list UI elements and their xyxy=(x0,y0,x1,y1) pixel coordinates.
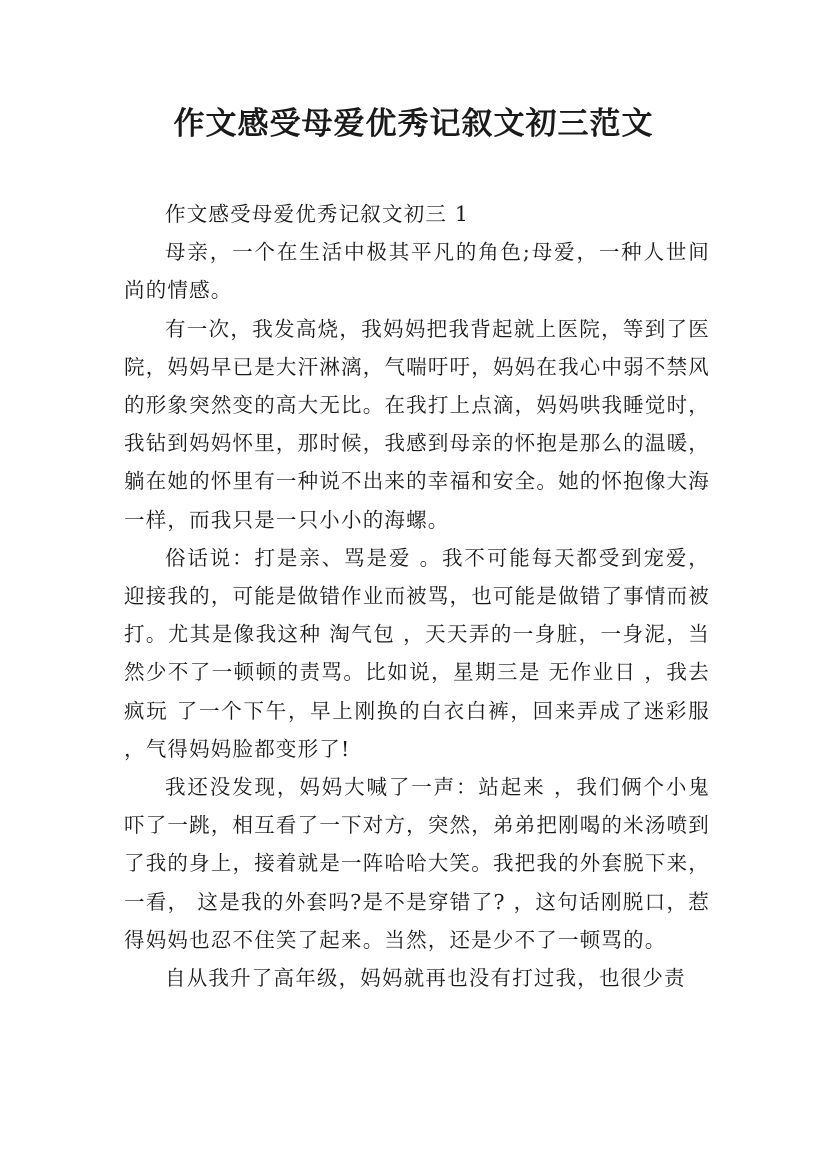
paragraph-2: 有一次，我发高烧，我妈妈把我背起就上医院，等到了医院，妈妈早已是大汗淋漓，气喘吁吁，妈妈在我心中弱不禁风的形象突然变的高大无比。在我打上点滴，妈妈哄我睡觉时，我钻到妈妈怀里，那时候，我感到母亲的怀抱是那么的温暖，躺在她的怀里有一种说不出来的幸福和安全。她的怀抱像大海一样，而我只是一只小小的海螺。 xyxy=(124,316,710,532)
section-heading: 作文感受母爱优秀记叙文初三 1 xyxy=(165,202,470,226)
paragraph-5: 自从我升了高年级，妈妈就再也没有打过我，也很少责 xyxy=(165,966,686,991)
paragraph-3: 俗话说：打是亲、骂是爱 。我不可能每天都受到宠爱，迎接我的，可能是做错作业而被骂，也可能是做错了事情而被打。尤其是像我这种 淘气包 ，天天弄的一身脏，一身泥，当然少不了一顿顿的责骂。比如说，星期三是 无作业日 ，我去 疯玩 了一个下午，早上刚换的白衣白裤，回来弄成了迷彩服 ，气得妈妈脸都变形了! xyxy=(124,545,710,761)
paragraph-4: 我还没发现，妈妈大喊了一声：站起来 ，我们俩个小鬼吓了一跳，相互看了一下对方，突然，弟弟把刚喝的米汤喷到了我的身上，接着就是一阵哈哈大笑。我把我的外套脱下来，一看， 这是我的外套吗?是不是穿错了? ，这句话刚脱口，惹得妈妈也忍不住笑了起来。当然，还是少不了一顿骂的。 xyxy=(124,775,710,952)
document-title: 作文感受母爱优秀记叙文初三范文 xyxy=(173,106,654,142)
document-body xyxy=(124,195,710,997)
paragraph-1: 母亲，一个在生活中极其平凡的角色;母爱，一种人世间尚的情感。 xyxy=(124,240,710,303)
